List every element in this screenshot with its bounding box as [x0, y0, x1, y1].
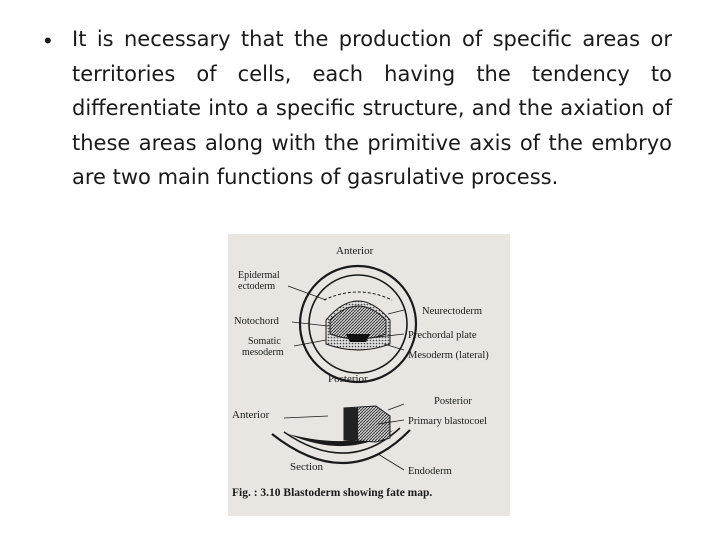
top-view-diagram — [300, 266, 416, 382]
label-endoderm: Endoderm — [408, 466, 452, 477]
neural-boundary — [324, 292, 392, 300]
label-prechordal: Prechordal plate — [408, 330, 477, 341]
prechordal-plate — [346, 334, 370, 342]
label-anterior-top: Anterior — [336, 245, 374, 257]
label-somatic-2: mesoderm — [242, 347, 284, 358]
label-notochord: Notochord — [234, 316, 279, 327]
fate-map-diagram — [228, 234, 510, 516]
label-somatic-1: Somatic — [248, 336, 281, 347]
bullet-text: It is necessary that the production of specific areas or territories of cells, each having the tendency to differentiate into a specific structure, and the axiation of these areas along with the primitive axis of the embryo are two main functions of gasrulative process. — [72, 27, 672, 189]
label-section: Section — [290, 461, 323, 473]
label-epidermal-2: ectoderm — [238, 281, 276, 292]
label-primary-blastocoel: Primary blastocoel — [408, 416, 488, 427]
label-epidermal-1: Epidermal — [238, 270, 280, 281]
section-dark-part — [344, 408, 358, 440]
label-mesoderm-lateral: Mesoderm (lateral) — [408, 350, 489, 361]
label-posterior-section: Posterior — [434, 396, 472, 407]
label-neurectoderm: Neurectoderm — [422, 306, 483, 317]
bullet-dot: • — [44, 28, 52, 53]
label-anterior-section: Anterior — [232, 409, 270, 421]
fate-map-figure — [228, 234, 510, 516]
figure-caption: Fig. : 3.10 Blastoderm showing fate map. — [232, 487, 433, 499]
bullet-item — [44, 22, 672, 195]
section-diagram — [272, 406, 410, 463]
label-posterior-mid: Posterior — [328, 373, 368, 385]
